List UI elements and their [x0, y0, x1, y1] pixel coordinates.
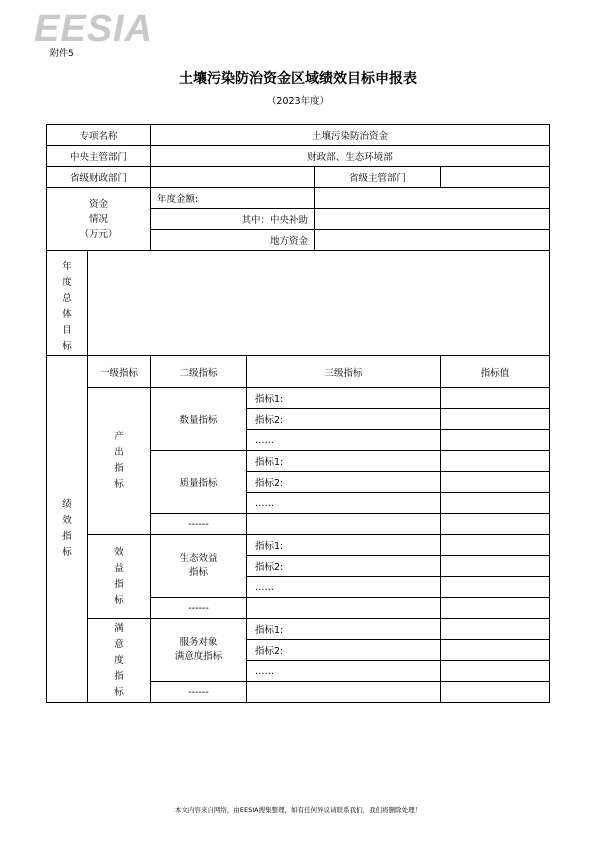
attachment-label: 附件5	[50, 49, 74, 59]
province-row	[47, 167, 550, 188]
prov-dept-value[interactable]	[441, 167, 550, 188]
other-indicator-dash: ------	[151, 682, 247, 703]
central-subsidy-value[interactable]	[315, 209, 550, 230]
other-indicator-dash: ------	[151, 598, 247, 619]
annual-amount-label: 年度金额:	[151, 188, 315, 209]
indicator-item[interactable]: ……	[247, 430, 441, 451]
prov-finance-value[interactable]	[151, 167, 315, 188]
indicator-item[interactable]: 指标1:	[247, 388, 441, 409]
indicator-value[interactable]	[441, 598, 550, 619]
table-row	[47, 619, 550, 640]
overall-goal-row	[47, 251, 550, 356]
indicator-value[interactable]	[441, 388, 550, 409]
indicator-item[interactable]: 指标1:	[247, 451, 441, 472]
central-dept-label: 中央主管部门	[47, 146, 151, 167]
form-year: （2023年度）	[266, 96, 330, 107]
service-satisfaction-indicator-label: 服务对象 满意度指标	[151, 619, 247, 682]
indicator-item[interactable]: 指标1:	[247, 535, 441, 556]
indicator-value[interactable]	[441, 535, 550, 556]
funds-label: 资金 情况 （万元）	[47, 188, 151, 251]
header-level2: 二级指标	[151, 356, 247, 388]
table-row	[47, 535, 550, 556]
indicator-item[interactable]	[247, 514, 441, 535]
indicator-value[interactable]	[441, 556, 550, 577]
prov-finance-label: 省级财政部门	[47, 167, 151, 188]
indicator-item[interactable]: ……	[247, 493, 441, 514]
prov-dept-label: 省级主管部门	[315, 167, 441, 188]
central-dept-value: 财政部、生态环境部	[151, 146, 550, 167]
overall-goal-value[interactable]	[88, 251, 550, 356]
indicator-item[interactable]: 指标1:	[247, 619, 441, 640]
indicator-item[interactable]: ……	[247, 661, 441, 682]
local-funds-value[interactable]	[315, 230, 550, 251]
table-row	[47, 388, 550, 409]
overall-goal-label: 年度总体目标	[47, 251, 88, 356]
output-indicator-label: 产出指标	[88, 388, 151, 535]
indicator-header-row	[47, 356, 550, 388]
header-level1: 一级指标	[88, 356, 151, 388]
benefit-indicator-label: 效益指标	[88, 535, 151, 619]
satisfaction-indicator-label: 满意度指标	[88, 619, 151, 703]
other-indicator-dash: ------	[151, 514, 247, 535]
form-title: 土壤污染防治资金区域绩效目标申报表	[179, 71, 417, 87]
indicator-value[interactable]	[441, 451, 550, 472]
footer-note: 本文内容来自网络，由EESIA搜集整理，如有任何异议请联系我们，我们将删除处理！	[174, 806, 422, 814]
quantity-indicator-label: 数量指标	[151, 388, 247, 451]
indicator-item[interactable]: ……	[247, 577, 441, 598]
indicator-value[interactable]	[441, 577, 550, 598]
central-subsidy-label: 其中：中央补助	[151, 209, 315, 230]
indicator-item[interactable]: 指标2:	[247, 556, 441, 577]
fund-name-row	[47, 125, 550, 146]
indicator-item[interactable]	[247, 682, 441, 703]
indicator-value[interactable]	[441, 514, 550, 535]
header-value: 指标值	[441, 356, 550, 388]
central-dept-row	[47, 146, 550, 167]
eco-benefit-indicator-label: 生态效益 指标	[151, 535, 247, 598]
indicator-value[interactable]	[441, 640, 550, 661]
indicator-item[interactable]	[247, 598, 441, 619]
annual-amount-row	[47, 188, 550, 209]
indicator-value[interactable]	[441, 661, 550, 682]
quality-indicator-label: 质量指标	[151, 451, 247, 514]
header-level3: 三级指标	[247, 356, 441, 388]
target-form-table	[46, 124, 550, 703]
indicator-value[interactable]	[441, 472, 550, 493]
annual-amount-value[interactable]	[315, 188, 550, 209]
indicator-item[interactable]: 指标2:	[247, 409, 441, 430]
indicator-value[interactable]	[441, 619, 550, 640]
fund-name-label: 专项名称	[47, 125, 151, 146]
indicator-value[interactable]	[441, 493, 550, 514]
indicator-item[interactable]: 指标2:	[247, 640, 441, 661]
local-funds-label: 地方资金	[151, 230, 315, 251]
indicator-item[interactable]: 指标2:	[247, 472, 441, 493]
indicator-value[interactable]	[441, 682, 550, 703]
indicator-value[interactable]	[441, 430, 550, 451]
eesia-logo: EESIA	[34, 8, 154, 50]
fund-name-value: 土壤污染防治资金	[151, 125, 550, 146]
indicator-section-label: 绩效指标	[47, 356, 88, 703]
indicator-value[interactable]	[441, 409, 550, 430]
